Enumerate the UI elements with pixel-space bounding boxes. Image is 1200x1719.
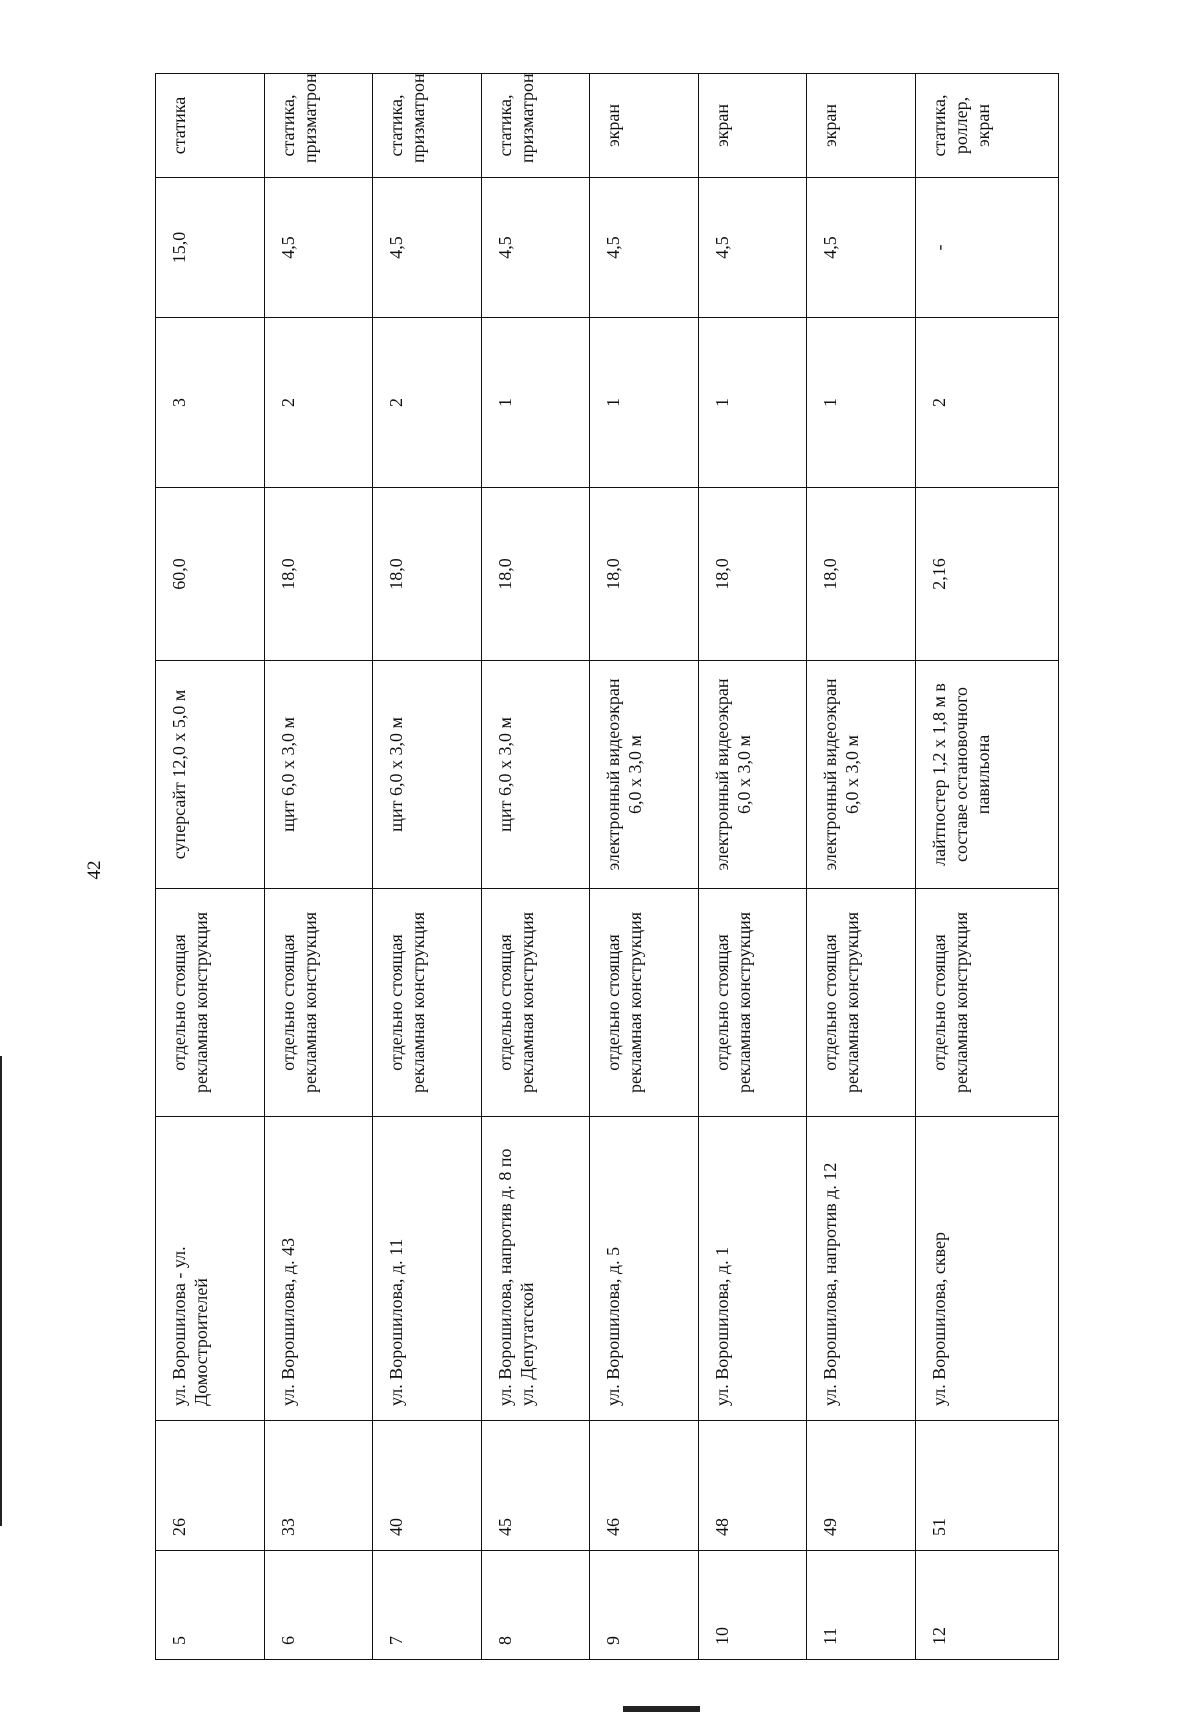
row-number-cell: 5 [156, 1551, 265, 1660]
table-row [156, 74, 265, 1660]
technology-cell: экран [590, 74, 699, 178]
total-area-cell: 4,5 [481, 178, 590, 318]
total-area-cell: - [915, 178, 1058, 318]
sides-cell: 1 [590, 318, 699, 488]
area-cell: 2,16 [915, 488, 1058, 661]
structure-number-cell: 26 [156, 1421, 265, 1551]
sides-cell: 1 [698, 318, 807, 488]
area-cell: 18,0 [481, 488, 590, 661]
format-cell: электронный видеоэкран 6,0 х 3,0 м [807, 661, 916, 889]
row-number-cell: 11 [807, 1551, 916, 1660]
structure-number-cell: 33 [264, 1421, 373, 1551]
margin-rule [0, 1056, 2, 1526]
row-number-cell: 9 [590, 1551, 699, 1660]
format-cell: щит 6,0 х 3,0 м [481, 661, 590, 889]
area-cell: 18,0 [698, 488, 807, 661]
structure-type-cell: отдельно стоящая рекламная конструкция [915, 889, 1058, 1117]
table-row [915, 74, 1058, 1660]
row-number-cell: 10 [698, 1551, 807, 1660]
format-cell: щит 6,0 х 3,0 м [264, 661, 373, 889]
table-row [373, 74, 482, 1660]
address-cell: ул. Ворошилова, д. 1 [698, 1117, 807, 1421]
sides-cell: 1 [481, 318, 590, 488]
table-row [481, 74, 590, 1660]
structure-number-cell: 51 [915, 1421, 1058, 1551]
table-row [698, 74, 807, 1660]
sides-cell: 2 [264, 318, 373, 488]
table-body [156, 74, 1059, 1660]
address-cell: ул. Ворошилова, д. 11 [373, 1117, 482, 1421]
technology-cell: статика, призматрон [481, 74, 590, 178]
technology-cell: экран [807, 74, 916, 178]
total-area-cell: 4,5 [698, 178, 807, 318]
structure-type-cell: отдельно стоящая рекламная конструкция [264, 889, 373, 1117]
address-cell: ул. Ворошилова, сквер [915, 1117, 1058, 1421]
structure-number-cell: 49 [807, 1421, 916, 1551]
technology-cell: статика, призматрон [264, 74, 373, 178]
structure-number-cell: 48 [698, 1421, 807, 1551]
advertising-structures-table [155, 73, 1059, 1660]
table-row [264, 74, 373, 1660]
table-row [807, 74, 916, 1660]
structure-type-cell: отдельно стоящая рекламная конструкция [481, 889, 590, 1117]
sides-cell: 1 [807, 318, 916, 488]
row-number-cell: 7 [373, 1551, 482, 1660]
structure-number-cell: 40 [373, 1421, 482, 1551]
structure-type-cell: отдельно стоящая рекламная конструкция [590, 889, 699, 1117]
structure-number-cell: 45 [481, 1421, 590, 1551]
area-cell: 18,0 [373, 488, 482, 661]
sides-cell: 2 [915, 318, 1058, 488]
table-container [155, 74, 1059, 1660]
format-cell: лайтпостер 1,2 х 1,8 м в составе остановочного павильона [915, 661, 1058, 889]
table-row [590, 74, 699, 1660]
structure-type-cell: отдельно стоящая рекламная конструкция [698, 889, 807, 1117]
area-cell: 18,0 [807, 488, 916, 661]
technology-cell: статика, призматрон [373, 74, 482, 178]
format-cell: электронный видеоэкран 6,0 х 3,0 м [698, 661, 807, 889]
total-area-cell: 4,5 [264, 178, 373, 318]
total-area-cell: 4,5 [373, 178, 482, 318]
technology-cell: статика [156, 74, 265, 178]
sides-cell: 2 [373, 318, 482, 488]
area-cell: 18,0 [590, 488, 699, 661]
structure-type-cell: отдельно стоящая рекламная конструкция [156, 889, 265, 1117]
format-cell: суперсайт 12,0 х 5,0 м [156, 661, 265, 889]
row-number-cell: 12 [915, 1551, 1058, 1660]
address-cell: ул. Ворошилова, напротив д. 8 по ул. Депутатской [481, 1117, 590, 1421]
area-cell: 60,0 [156, 488, 265, 661]
total-area-cell: 4,5 [590, 178, 699, 318]
address-cell: ул. Ворошилова - ул. Домостроителей [156, 1117, 265, 1421]
address-cell: ул. Ворошилова, д. 5 [590, 1117, 699, 1421]
bottom-mark [623, 1706, 700, 1712]
format-cell: электронный видеоэкран 6,0 х 3,0 м [590, 661, 699, 889]
structure-type-cell: отдельно стоящая рекламная конструкция [373, 889, 482, 1117]
technology-cell: экран [698, 74, 807, 178]
address-cell: ул. Ворошилова, д. 43 [264, 1117, 373, 1421]
total-area-cell: 15,0 [156, 178, 265, 318]
row-number-cell: 6 [264, 1551, 373, 1660]
address-cell: ул. Ворошилова, напротив д. 12 [807, 1117, 916, 1421]
technology-cell: статика, роллер, экран [915, 74, 1058, 178]
format-cell: щит 6,0 х 3,0 м [373, 661, 482, 889]
page-number: 42 [84, 860, 105, 880]
structure-number-cell: 46 [590, 1421, 699, 1551]
structure-type-cell: отдельно стоящая рекламная конструкция [807, 889, 916, 1117]
row-number-cell: 8 [481, 1551, 590, 1660]
area-cell: 18,0 [264, 488, 373, 661]
total-area-cell: 4,5 [807, 178, 916, 318]
sides-cell: 3 [156, 318, 265, 488]
